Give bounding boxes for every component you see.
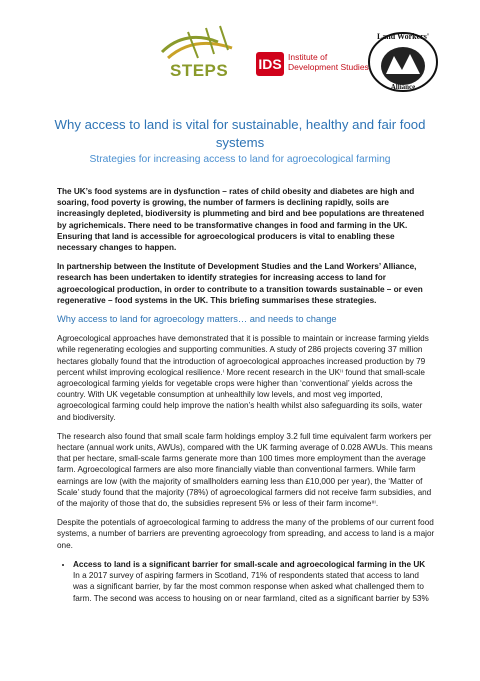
ids-logo-mark: IDS: [256, 52, 284, 76]
document-subtitle: Strategies for increasing access to land for agroecological farming: [89, 154, 391, 165]
body-paragraph-1: Agroecological approaches have demonstrated that it is possible to maintain or increase farming yields while regenerating ecologies and supporting communities. A study of 286 projects covering 37 million hectares globally found that the introduction of agroecological approaches increased production by 79 percent whilst improving ecological resilience.ⁱ More recent research in the UKⁱⁱ found that small-scale agroecological farming yields for vegetable crops were higher than ‘conventional’ yields across the country. With UK vegetable consumption at unhealthily low levels, and most veg imported, agroecological farming could help improve the nation’s health whilst also safeguarding its soils, water and biodiversity.: [57, 334, 429, 422]
ids-logo-name: Institute of Development Studies: [288, 52, 369, 72]
svg-text:Land Workers': Land Workers': [376, 32, 430, 41]
document-body: [57, 186, 435, 604]
bullet-list: [57, 559, 435, 604]
logo-bar: [0, 6, 480, 90]
document-title: Why access to land is vital for sustainable, healthy and fair food systems: [54, 117, 426, 150]
svg-text:Alliance: Alliance: [390, 83, 416, 91]
bullet-text: In a 2017 survey of aspiring farmers in Scotland, 71% of respondents stated that access to land was a significant barrier, by far the most common response when asked what challenged them to farm. The second was access to housing on or near farmland, cited as a significant barrier by 53%: [73, 571, 429, 603]
land-workers-alliance-logo-icon: [366, 26, 440, 92]
body-paragraph-2: The research also found that small scale farm holdings employ 3.2 full time equivalent farm workers per hectare (annual work units, AWUs), compared with the UK farming average of 0.028 AWUs. This means that per hectare, small-scale farms generate more than 100 times more employment than the average farm. Agroecological farmers are also more financially viable than conventional farmers. While farm earnings are low (with the majority of smallholders earning less than £10,000 per year), the ‘Matter of Scale’ study found that the majority (78%) of agroecological farmers did not receive farm subsidies, and of the majority of those that do, the subsidies represent 5% or less of their farm incomeⁱⁱⁱ.: [57, 431, 433, 509]
intro-paragraph-2: In partnership between the Institute of Development Studies and the Land Workers’ Alliance, research has been undertaken to identify strategies for increasing access to land for agroecological production, in order to contribute to a transition towards sustainable – or even regenerative – food systems in the UK. This briefing summarises these strategies.: [57, 262, 423, 305]
list-item: [73, 559, 435, 604]
intro-paragraph-1: The UK’s food systems are in dysfunction – rates of child obesity and diabetes are high and soaring, food poverty is growing, the number of farmers is declining rapidly, soils are increasingly depleted, biodiversity is plummeting and bird and bee populations are threatened by agrichemicals. There need to be transformative changes in food and farming in the UK. Ensuring that land is accessible for agroecological producers is vital to enabling these necessary changes to happen.: [57, 187, 425, 253]
section-heading: Why access to land for agroecology matters… and needs to change: [57, 314, 337, 325]
steps-logo-text: STEPS: [170, 61, 229, 80]
bullet-heading: Access to land is a significant barrier for small-scale and agroecological farming in the UK: [73, 559, 426, 569]
body-paragraph-3: Despite the potentials of agroecological farming to address the many of the problems of our current food systems, a number of barriers are preventing agroecology from spreading, and access to land is a major one.: [57, 518, 435, 550]
